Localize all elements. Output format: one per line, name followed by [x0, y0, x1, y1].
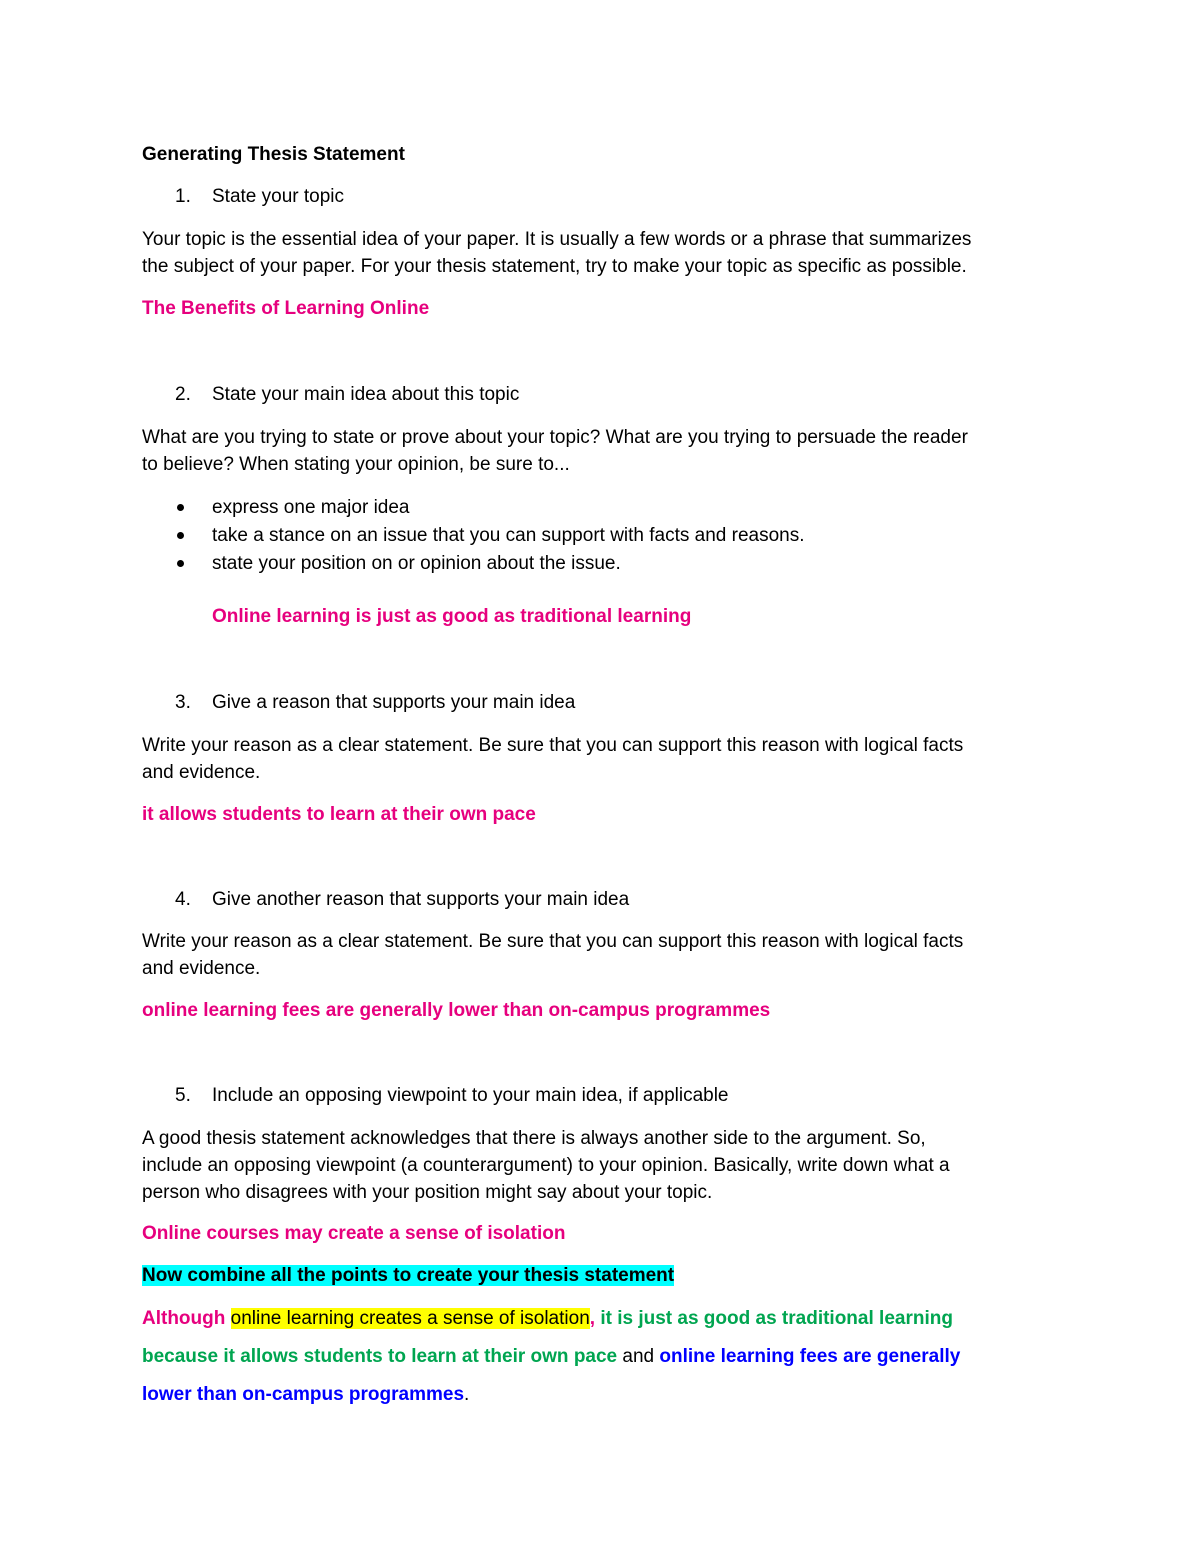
bullet-marker	[177, 504, 184, 511]
combine-instruction-text: Now combine all the points to create your thesis statement	[142, 1265, 675, 1286]
step-5-heading: Include an opposing viewpoint to your main idea, if applicable	[212, 1085, 729, 1106]
step-3-paragraph-line-2: and evidence.	[142, 762, 261, 783]
step-3-number: 3.	[175, 692, 191, 713]
bullet-item-3: state your position on or opinion about the issue.	[212, 553, 621, 574]
thesis-reason-1: because it allows students to learn at their own pace	[142, 1346, 618, 1367]
step-4-answer: online learning fees are generally lower than on-campus programmes	[142, 1000, 771, 1021]
bullet-item-2: take a stance on an issue that you can support with facts and reasons.	[212, 525, 805, 546]
step-1-paragraph-line-2: the subject of your paper. For your thesis statement, try to make your topic as specific as possible.	[142, 256, 967, 277]
thesis-period: .	[464, 1384, 470, 1405]
step-5-paragraph-line-3: person who disagrees with your position might say about your topic.	[142, 1182, 713, 1203]
step-1-number: 1.	[175, 186, 191, 207]
thesis-reason-2-part-2: lower than on-campus programmes	[142, 1384, 465, 1405]
bullet-item-1: express one major idea	[212, 497, 410, 518]
step-5-number: 5.	[175, 1085, 191, 1106]
step-5-paragraph-line-1: A good thesis statement acknowledges that there is always another side to the argument. So,	[142, 1128, 926, 1149]
step-4-paragraph-line-2: and evidence.	[142, 958, 261, 979]
step-4-heading: Give another reason that supports your main idea	[212, 889, 630, 910]
step-1-answer: The Benefits of Learning Online	[142, 298, 430, 319]
step-2-number: 2.	[175, 384, 191, 405]
thesis-line-3	[142, 1385, 469, 1404]
thesis-counterargument: online learning creates a sense of isolation	[230, 1308, 590, 1329]
thesis-and: and	[617, 1346, 660, 1367]
thesis-comma: ,	[589, 1308, 596, 1329]
thesis-line-2	[142, 1347, 960, 1366]
step-1-heading: State your topic	[212, 186, 345, 207]
step-5-paragraph-line-2: include an opposing viewpoint (a counterargument) to your opinion. Basically, write down what a	[142, 1155, 950, 1176]
step-1-paragraph-line-1: Your topic is the essential idea of your paper. It is usually a few words or a phrase that summarizes	[142, 229, 972, 250]
thesis-although: Although	[142, 1308, 226, 1329]
step-2-paragraph-line-1: What are you trying to state or prove about your topic? What are you trying to persuade the reader	[142, 427, 968, 448]
step-3-paragraph-line-1: Write your reason as a clear statement. Be sure that you can support this reason with logical facts	[142, 735, 964, 756]
bullet-marker	[177, 560, 184, 567]
step-4-paragraph-line-1: Write your reason as a clear statement. Be sure that you can support this reason with logical facts	[142, 931, 964, 952]
combine-instruction	[142, 1266, 674, 1285]
thesis-reason-2-part-1: online learning fees are generally	[659, 1346, 961, 1367]
step-3-heading: Give a reason that supports your main idea	[212, 692, 576, 713]
step-2-heading: State your main idea about this topic	[212, 384, 520, 405]
thesis-main-idea: it is just as good as traditional learning	[595, 1308, 953, 1329]
step-2-answer: Online learning is just as good as traditional learning	[212, 606, 692, 627]
step-3-answer: it allows students to learn at their own pace	[142, 804, 536, 825]
bullet-marker	[177, 532, 184, 539]
document-title: Generating Thesis Statement	[142, 144, 405, 165]
step-2-paragraph-line-2: to believe? When stating your opinion, be sure to...	[142, 454, 570, 475]
step-4-number: 4.	[175, 889, 191, 910]
step-5-answer: Online courses may create a sense of isolation	[142, 1223, 566, 1244]
thesis-line-1	[142, 1309, 953, 1328]
